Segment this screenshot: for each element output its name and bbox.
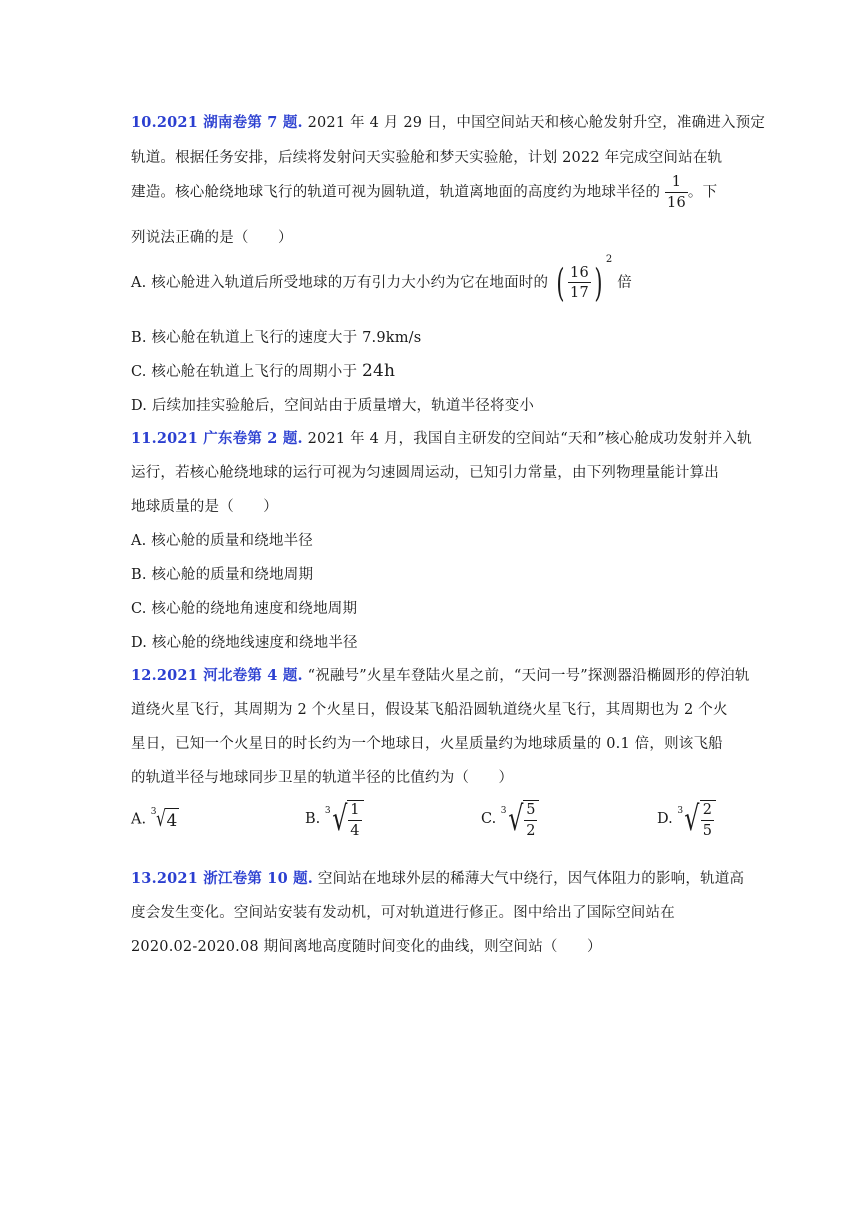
q11-line-1: 11.2021 广东卷第 2 题. 2021 年 4 月，我国自主研发的空间站“天和”核心舱成功发射并入轨 [131,430,752,447]
q10-option-a-fraction: $\frac{16}{17}$ [570,264,589,301]
q11-line-3: 地球质量的是（ ） [131,499,278,515]
q13-line-2: 度会发生变化。空间站安装有发动机，可对轨道进行修正。图中给出了国际空间站在 [131,905,675,921]
q12-line-3: 星日，已知一个火星日的时长约为一个地球日，火星质量约为地球质量的 0.1 倍，则该飞船 [131,736,723,752]
q13-line-1: 13.2021 浙江卷第 10 题. 空间站在地球外层的稀薄大气中绕行，因气体阻力的影响，轨道高 [131,870,745,887]
cube-root-expression: 3 √ $\frac{1}{4}$ [325,800,364,838]
q11-line-2: 运行，若核心舱绕地球的运行可视为匀速圆周运动，已知引力常量，由下列物理量能计算出 [131,465,719,481]
q11-option-b: B. 核心舱的质量和绕地周期 [131,567,314,583]
q10-line-1: 10.2021 湖南卷第 7 题. 2021 年 4 月 29 日，中国空间站天和核心舱发射升空，准确进入预定 [131,114,766,131]
cube-root-expression: 3 √ 4 [150,806,178,832]
q12-option-b: B. 3 √ $\frac{1}{4}$ [305,800,364,838]
q12-line-4: 的轨道半径与地球同步卫星的轨道半径的比值约为（ ） [131,770,514,786]
q10-fraction: $\frac{1}{16}$ [667,174,686,211]
q10-source: 10.2021 湖南卷第 7 题. [131,114,303,131]
q10-option-a: A. 核心舱进入轨道后所受地球的万有引力大小约为它在地面时的 ( $\frac{16}{17}$ )$^2$ 倍 [131,254,632,305]
cube-root-expression: 3 √ $\frac{5}{2}$ [501,800,540,838]
q12-source: 12.2021 河北卷第 4 题. [131,667,303,684]
q12-option-c: C. 3 √ $\frac{5}{2}$ [481,800,539,838]
q12-line-1: 12.2021 河北卷第 4 题. “祝融号”火星车登陆火星之前，“天问一号”探测器沿椭圆形的停泊轨 [131,667,750,684]
q13-source: 13.2021 浙江卷第 10 题. [131,870,314,887]
cube-root-expression: 3 √ $\frac{2}{5}$ [677,800,716,838]
q10-option-b: B. 核心舱在轨道上飞行的速度大于 7.9km/s [131,330,422,346]
q10-option-d: D. 后续加挂实验舱后，空间站由于质量增大，轨道半径将变小 [131,398,535,414]
q10-line-3: 建造。核心舱绕地球飞行的轨道可视为圆轨道，轨道离地面的高度约为地球半径的 $\frac{1}{16}$ 。下 [131,174,718,211]
q10-line-2: 轨道。根据任务安排，后续将发射问天实验舱和梦天实验舱，计划 2022 年完成空间站在轨 [131,150,723,166]
q13-line-3: 2020.02-2020.08 期间离地高度随时间变化的曲线，则空间站（ ） [131,939,602,955]
q11-source: 11.2021 广东卷第 2 题. [131,430,303,447]
q12-line-2: 道绕火星飞行，其周期为 2 个火星日，假设某飞船沿圆轨道绕火星飞行，其周期也为 2 个火 [131,702,728,718]
q11-option-d: D. 核心舱的绕地线速度和绕地半径 [131,635,358,651]
q11-option-c: C. 核心舱的绕地角速度和绕地周期 [131,601,358,617]
q12-option-a: A. 3 √ 4 [131,806,178,832]
q11-option-a: A. 核心舱的质量和绕地半径 [131,533,313,549]
q10-option-c: C. 核心舱在轨道上飞行的周期小于 24h [131,361,396,381]
q10-line-4: 列说法正确的是（ ） [131,230,293,246]
q12-option-d: D. 3 √ $\frac{2}{5}$ [657,800,716,838]
